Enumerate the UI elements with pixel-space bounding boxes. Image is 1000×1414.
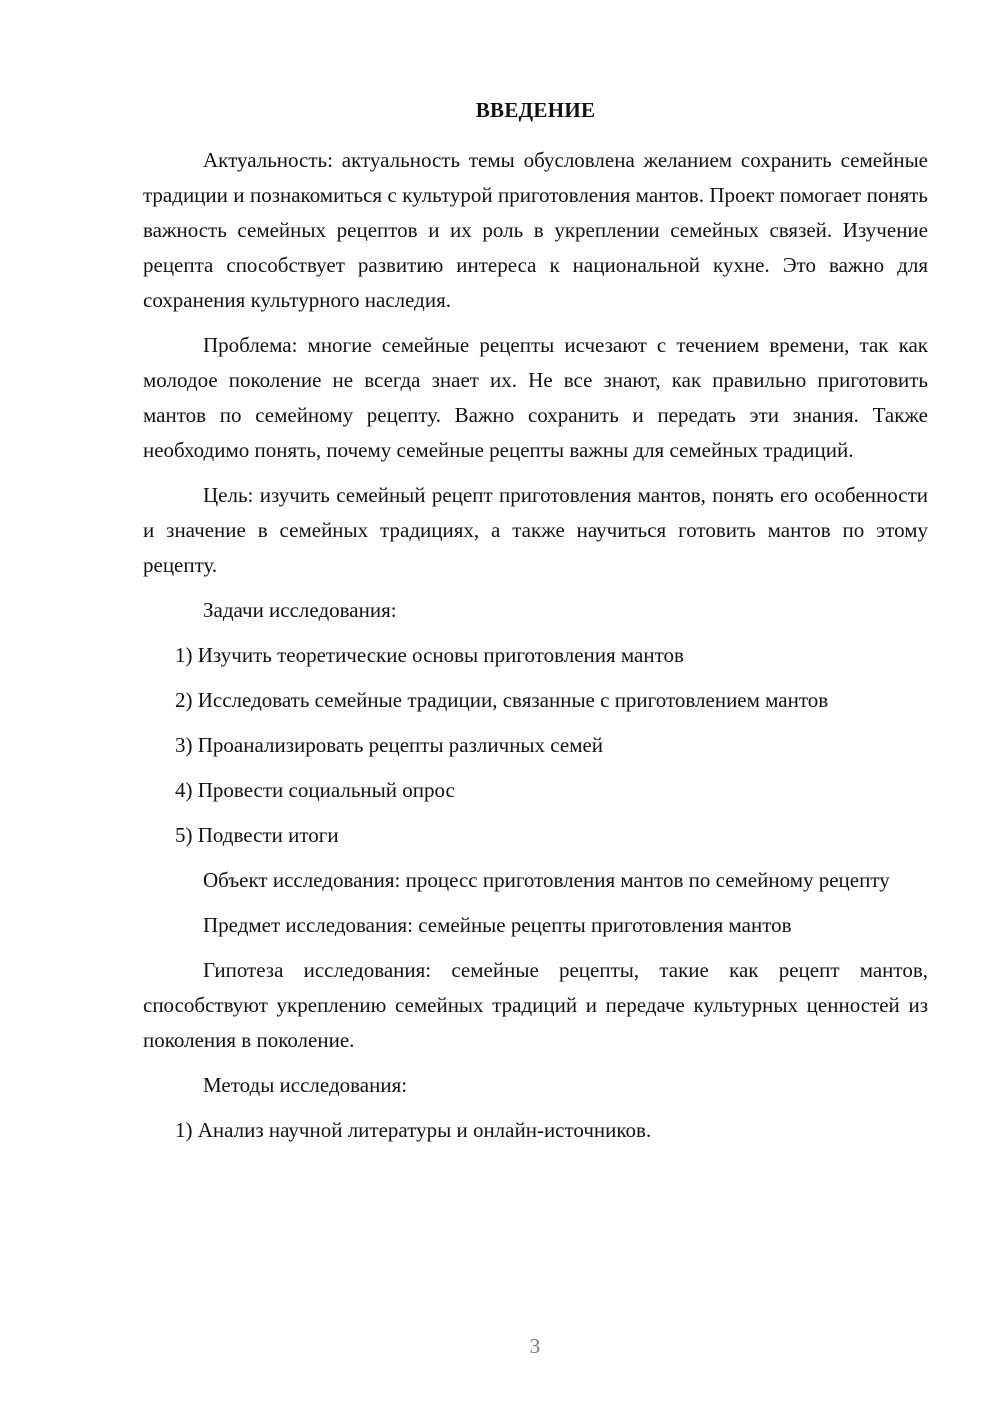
tasks-list	[143, 638, 928, 853]
list-item-method-1: 1) Анализ научной литературы и онлайн-источников.	[175, 1118, 652, 1142]
list-item-task-1: 1) Изучить теоретические основы приготовления мантов	[175, 643, 684, 667]
list-item-task-5: 5) Подвести итоги	[175, 823, 339, 847]
page-number: 3	[529, 1334, 541, 1358]
list-item-task-3: 3) Проанализировать рецепты различных семей	[175, 733, 604, 757]
paragraph-problem: Проблема: многие семейные рецепты исчезают с течением времени, так как молодое поколение не всегда знает их. Не все знают, как правильно приготовить мантов по семейному рецепту. Важно сохранить и передать эти знания. Также необходимо понять, почему семейные рецепты важны для семейных традиций.	[143, 333, 928, 462]
list-item-task-4: 4) Провести социальный опрос	[175, 778, 455, 802]
paragraph-subject: Предмет исследования: семейные рецепты приготовления мантов	[203, 913, 792, 937]
methods-list	[143, 1113, 928, 1148]
paragraph-hypothesis: Гипотеза исследования: семейные рецепты, такие как рецепт мантов, способствуют укреплению семейных традиций и передаче культурных ценностей из поколения в поколение.	[143, 958, 928, 1052]
document-page	[143, 94, 928, 1148]
paragraph-object: Объект исследования: процесс приготовления мантов по семейному рецепту	[203, 868, 890, 892]
methods-heading: Методы исследования:	[203, 1073, 408, 1097]
paragraph-goal: Цель: изучить семейный рецепт приготовления мантов, понять его особенности и значение в семейных традициях, а также научиться готовить мантов по этому рецепту.	[143, 483, 928, 577]
paragraph-relevance: Актуальность: актуальность темы обусловлена желанием сохранить семейные традиции и познакомиться с культурой приготовления мантов. Проект помогает понять важность семейных рецептов и их роль в укреплении семейных связей. Изучение рецепта способствует развитию интереса к национальной кухне. Это важно для сохранения культурного наследия.	[143, 148, 928, 312]
tasks-heading: Задачи исследования:	[203, 598, 397, 622]
list-item-task-2: 2) Исследовать семейные традиции, связанные с приготовлением мантов	[175, 688, 829, 712]
page-title: ВВЕДЕНИЕ	[475, 98, 596, 122]
